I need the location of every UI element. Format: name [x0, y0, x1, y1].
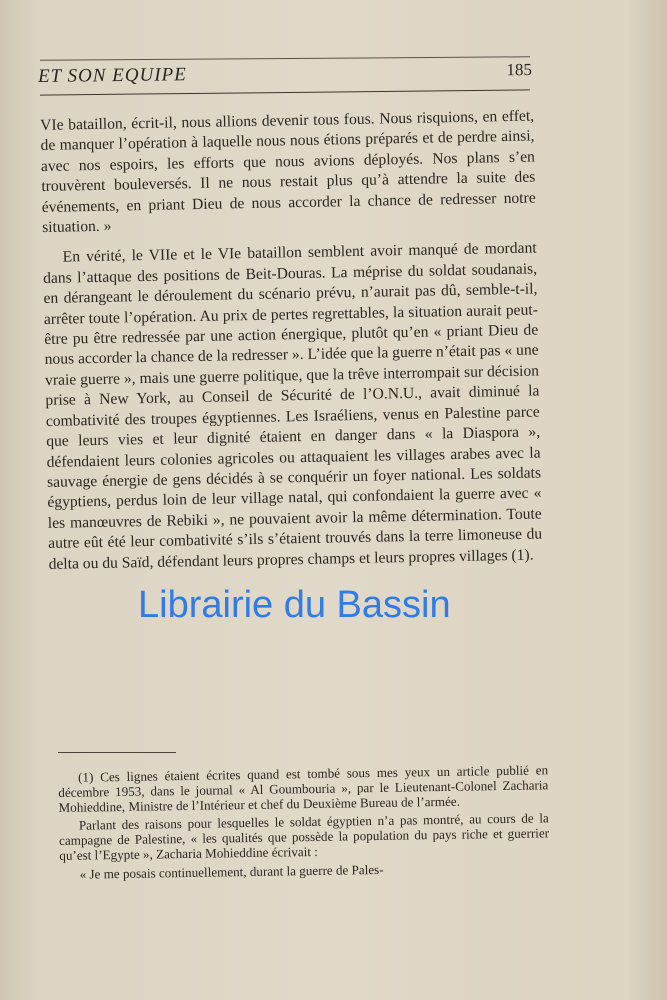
- paragraph-2: En vérité, le VIIe et le VIe bataillon semblent avoir manqué de mordant dans l’attaque des positions de Beit-Douras. La méprise du soldat soudanais, en dérangeant le déroulement du scénario prévu, n’aurait pas dû, semble-t-il, arrêter toute l’opération. Au prix de pertes regrettables, la situation aurait peut-être pu être redressée par une action énergique, plutôt qu’en « priant Dieu de nous accorder la chance de la redresser ». L’idée que la guerre n’était pas « une vraie guerre », mais une guerre politique, que la trêve interrompait sur décision prise à New York, au Conseil de Sécurité de l’O.N.U., avait diminué la combativité des troupes égyptiennes. Les Israéliens, venus en Palestine parce que leurs vies et leur dignité étaient en danger dans « la Diaspora », défendaient leurs colonies agricoles ou attaquaient les villages arabes avec la sauvage énergie de gens décidés à se conquérir un foyer national. Les soldats égyptiens, perdus loin de leur village natal, qui confondaient la guerre avec « les manœuvres de Rebiki », ne pouvaient avoir la même détermination. Toute autre eût été leur combativité s’ils s’étaient trouvés dans la terre limoneuse du delta ou du Saïd, défendant leurs propres champs et leurs propres villages (1).: [42, 239, 543, 573]
- footnote-rule: [58, 752, 176, 753]
- running-title: ET SON EQUIPE: [37, 64, 187, 88]
- body-text: [40, 107, 543, 575]
- footnotes: [58, 762, 550, 884]
- footnote-2: Parlant des raisons pour lesquelles le soldat égyptien n’a pas montré, au cours de la campagne de Palestine, « les qualités que possède la population du pays riche et guerrier qu’est l’Egypte », Zacharia Mohieddine écrivait :: [58, 810, 550, 864]
- paragraph-1: VIe bataillon, écrit-il, nous allions devenir tous fous. Nous risquions, en effet, de manquer l’opération à laquelle nous nous étions préparés et de perdre ainsi, avec nos espoirs, les efforts que nous avions déployés. Nos plans s’en trouvèrent bouleversés. Il ne nous restait plus qu’à attendre la suite des événements, en priant Dieu de nous accorder la chance de redresser notre situation. »: [40, 107, 536, 237]
- seller-watermark: Librairie du Bassin: [138, 584, 451, 626]
- page-number: 185: [506, 59, 533, 80]
- footnote-1: (1) Ces lignes étaient écrites quand est tombé sous mes yeux un article publié en décembre 1953, dans le journal « Al Goumbouria », par le Lieutenant-Colonel Zacharia Mohieddine, Ministre de l’Intérieur et chef du Deuxième Bureau de l’armée.: [58, 762, 549, 816]
- footnote-3: « Je me posais continuellement, durant la guerre de Pales-: [79, 861, 384, 882]
- page-header: [38, 57, 532, 93]
